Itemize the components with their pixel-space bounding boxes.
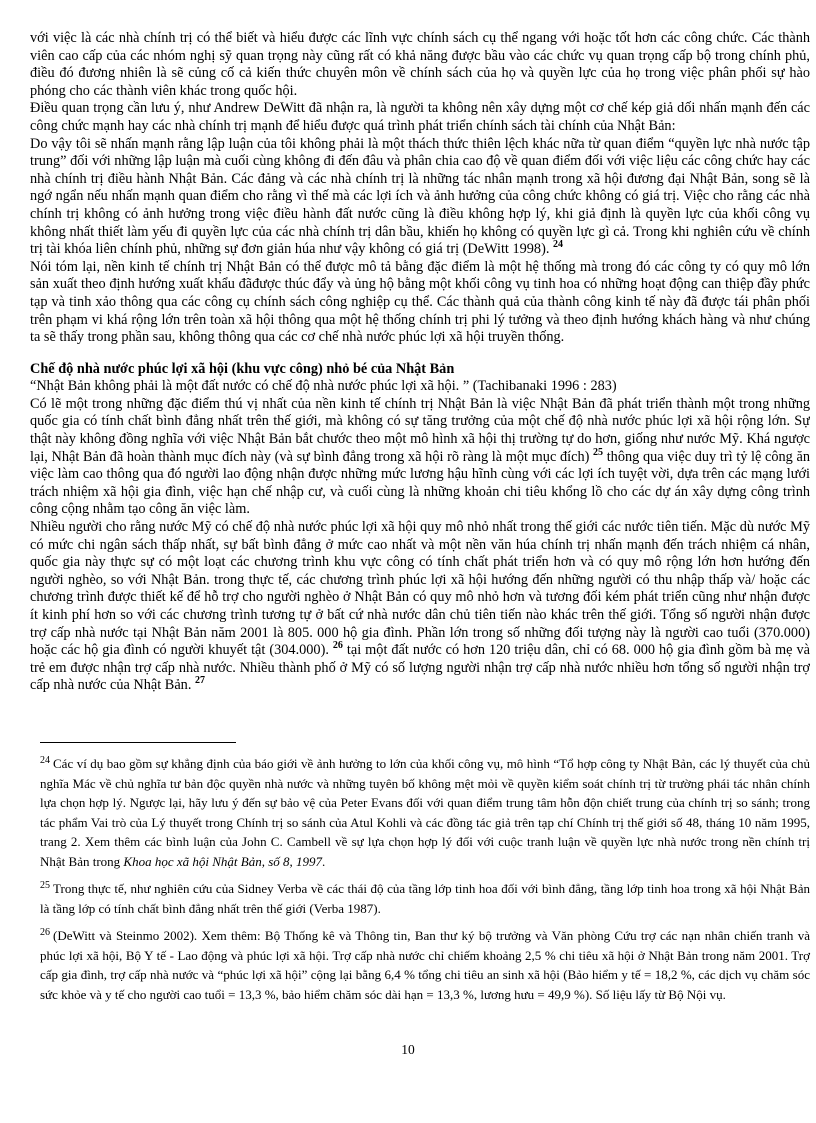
footnote-ref-25: 25	[593, 446, 604, 458]
footnote-ref-27: 27	[194, 675, 205, 687]
paragraph-text: Nhiều người cho rằng nước Mỹ có chế độ nhà nước phúc lợi xã hội quy mô nhỏ nhất trong thế giới các nước tiên tiến. Mặc dù nước Mỹ có mức chi ngân sách thấp nhất, sự bất bình đẳng ở mức cao nhất và một nền văn húa chính trị nhấn mạnh đến trách nhiệm cá nhân, quốc gia này thực sự có một loạt các chương trình khu vực công có tính chất phát triển hơn và có quy mô rộng lớn hơn hướng đến người nghèo, so với Nhật Bản. trong thực tế, các chương trình phúc lợi xã hội hướng đến những người có thu nhập thấp và/ hoặc các chương trình được thiết kế để hỗ trợ cho người nghèo ở Nhật Bản có quy mô nhỏ hơn và tương đối kém phát triển cũng như nhận được ít kinh phí hơn so với các chương trình tương tự ở bất cứ nhà nước dân chủ tiên tiến nào khác trên thế giới. Tổng số người nhận được trợ cấp nhà nước tại Nhật Bản năm 2001 là 805. 000 hộ gia đình. Phần lớn trong số những đối tượng này là người cao tuổi (370.000) hoặc các hộ gia đình có người khuyết tật (304.000).	[30, 519, 810, 659]
italic-citation: Khoa học xã hội Nhật Bản, số 8, 1997	[123, 853, 323, 869]
footnote-text: Các ví dụ bao gồm sự khẳng định của báo giới về ảnh hưởng to lớn của khối công vụ, mô hình “Tổ hợp công ty Nhật Bản, các lý thuyết của chủ nghĩa Mác về chủ nghĩa tư bản độc quyền nhà nước và những tuyên bố không mệt mỏi về quyền kiểm soát chính trị từ trường phái tác nhân chính lựa chọn hợp lý. Ngược lại, hãy lưu ý đến sự bảo vệ của Peter Evans đối với quan điểm trung tâm hỗn độn chiết trung của chính trị so sánh; trong tác phẩm Vai trò của Lý thuyết trong Chính trị so sánh của Atul Kohli và các đồng tác giả trên tạp chí Chính trị thế giới số 48, tháng 10 năm 1995, trang 2. Xem thêm các bình luận của John C. Cambell về sự lựa chọn hợp lý đối với cuộc tranh luận về quyền lực nhà nước trong nền chính trị Nhật Bản trong	[40, 756, 810, 869]
paragraph-text: với việc là các nhà chính trị có thể biết và hiểu được các lĩnh vực chính sách cụ thể ngang với hoặc tốt hơn các công chức. Các thành viên cao cấp của các nhóm nghị sỹ quan trọng này cũng rất có khả năng được bầu vào các chức vụ quan trọng cấp bộ trong chính phủ, điều đó đương nhiên là sẽ củng cố cả kiến thức chuyên môn về chính sách của họ và quyền lực của họ trong việc phân phối sự hào phóng cho các thành viên khác trong quốc hội.	[30, 30, 810, 99]
paragraph-text: Nói tóm lại, nền kinh tế chính trị Nhật Bản có thể được mô tả bằng đặc điểm là một hệ thống mà trong đó các công ty có quy mô lớn sản xuất theo định hướng xuất khẩu đãđược thúc đẩy và ủng hộ bằng một khối công vụ tinh hoa có những hoạt động can thiệp đầy phức tạp và tinh xảo thông qua các công cụ chính sách công nghiệp cụ thể. Các thành quả của thành công kinh tế này đã được tái phân phối trên phạm vi khá rộng lớn trên toàn xã hội thông qua một hệ thống chính trị phi lý tưởng và theo định hướng khách hàng và như chúng ta sẽ thấy trong phần sau, không thông qua các cơ chế nhà nước phúc lợi xã hội truyền thống.	[30, 258, 810, 346]
paragraph-text: thông qua việc duy trì tỷ lệ công ăn việc làm cao thông qua đó người lao động nhận được những mức lương hậu hĩnh cùng với các lợi ích tuyệt vời, dựa trên các mạng lưới trách nhiệm xã hội gia đình, việc hạn chế nhập cư, và cuối cùng là những khoản chi tiêu khổng lồ cho các dự án xây dựng công trình công cộng nhằm tạo công ăn việc làm.	[30, 448, 810, 518]
footnote-26	[40, 926, 810, 1004]
paragraph	[30, 136, 810, 259]
section-heading: Chế độ nhà nước phúc lợi xã hội (khu vực công) nhỏ bé của Nhật Bản	[30, 360, 455, 377]
page-number: 10	[401, 1042, 415, 1057]
paragraph	[30, 30, 810, 100]
quote-line	[30, 378, 810, 396]
footnote-marker-25: 25	[40, 879, 50, 891]
paragraph-text: Do vậy tôi sẽ nhấn mạnh rằng lập luận của tôi không phải là một thách thức thiên lệch khác nữa từ quan điểm “quyền lực nhà nước tập trung” đối với những lập luận mà cuối cùng không đi đến đâu và phân chia cao độ về quan điểm đối với việc liệu các công chức hay các nhà chính trị điều hành Nhật Bản. Các đảng và các nhà chính trị là những tác nhân mạnh trong xã hội đương đại Nhật Bản, song sẽ là ngớ ngẩn nếu nhấn mạnh quan điểm cho rằng vì thế mà các lợi ích và ảnh hưởng của công chức không có giá trị. Việc cho rằng các nhà chính trị không có ảnh hưởng trong việc điều hành đất nước cũng là điều không hợp lý, khi giả định là quyền lực của khối công vụ không nhất thiết làm yếu đi quyền lực của các nhà chính trị dân bầu, khiến họ không có quyền lực gì cả. Trong khi nghiên cứu về chính trị tài khóa liên chính phủ, những sự đơn giản húa như vậy không có giá trị (DeWitt 1998).	[30, 135, 810, 258]
footnote-text: .	[322, 853, 326, 869]
footnote-ref-26: 26	[332, 640, 343, 652]
paragraph	[30, 100, 810, 135]
footnote-marker-24: 24	[40, 754, 50, 766]
footnote-text: Trong thực tế, như nghiên cứu của Sidney Verba về các thái độ của tầng lớp tinh hoa đối với bình đẳng, tầng lớp tinh hoa trong xã hội Nhật Bản là tầng lớp có tính chất bình đẳng nhất trên thế giới (Verba 1987).	[40, 881, 810, 916]
footnote-ref-24: 24	[552, 239, 563, 251]
paragraph	[30, 396, 810, 519]
footnotes-section	[40, 742, 810, 1012]
paragraph-text: Có lẽ một trong những đặc điểm thú vị nhất của nền kinh tế chính trị Nhật Bản là việc Nhật Bản đã phát triển thành một trong những quốc gia có tính chất bình đẳng nhất trên thế giới, mà không có sự tăng trưởng của một chế độ nhà nước phúc lợi xã hội rộng lớn. Sự thật này không đồng nghĩa với việc Nhật Bản bắt chước theo một mô hình xã hội thị trường tự do hơn, giống như nước Mỹ. Khá ngược lại, Nhật Bản đã hoàn thành mục đích này (và sự bình đẳng trong xã hội rõ ràng là một mục đích)	[30, 395, 810, 465]
paragraph	[30, 519, 810, 695]
quote-text: “Nhật Bản không phải là một đất nước có chế độ nhà nước phúc lợi xã hội. ” (Tachibanaki 1996 : 283)	[30, 378, 617, 395]
footnote-25	[40, 879, 810, 918]
footnote-24	[40, 754, 810, 871]
body-text	[30, 30, 810, 740]
footnote-marker-26: 26	[40, 926, 50, 938]
paragraph	[30, 259, 810, 347]
paragraph-text: Điều quan trọng cần lưu ý, như Andrew DeWitt đã nhận ra, là người ta không nên xây dựng một cơ chế kép giả dối nhấn mạnh đến các công chức mạnh hay các nhà chính trị mạnh để hiểu được quá trình phát triển chính sách tài chính của Nhật Bản:	[30, 100, 810, 134]
paragraph-text: tại một đất nước có hơn 120 triệu dân, chỉ có 68. 000 hộ gia đình gồm bà mẹ và trẻ em được nhận trợ cấp nhà nước. Nhiều thành phố ở Mỹ có số lượng người nhận trợ cấp nhà nước nhiều hơn tổng số người nhận trợ cấp nhà nước của Nhật Bản.	[30, 642, 810, 694]
footnote-separator	[40, 742, 236, 743]
footnote-text: (DeWitt và Steinmo 2002). Xem thêm: Bộ Thống kê và Thông tin, Ban thư ký bộ trưởng và Văn phòng Cứu trợ các nạn nhân chiến tranh và phúc lợi xã hội, Bộ Y tế - Lao động và phúc lợi xã hội. Trợ cấp nhà nước chỉ chiếm khoảng 2,5 % chi tiêu xã hội ở Nhật Bản trong năm 2001. Trợ cấp gia đình, trợ cấp nhà nước và “phúc lợi xã hội” cộng lại bằng 6,4 % tổng chi tiêu an sinh xã hội (Bảo hiểm y tế = 18,2 %, các dịch vụ chăm sóc sức khỏe và y tế cho người cao tuổi = 13,3 %, bảo hiểm chăm sóc dài hạn = 13,3 %, lương hưu = 49,9 %). Số liệu lấy từ Bộ Nội vụ.	[40, 928, 810, 1002]
